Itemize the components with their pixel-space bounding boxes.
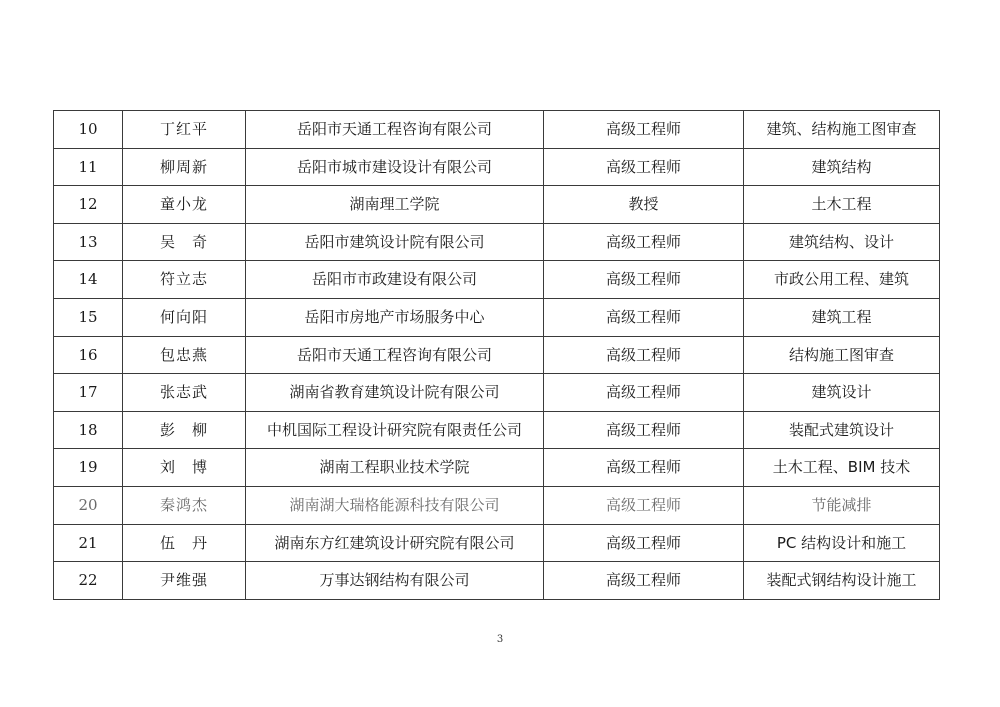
row-number: 19 [54,449,123,487]
table-row [54,261,940,299]
person-name: 刘 博 [123,449,246,487]
specialty-field: 结构施工图审查 [744,336,940,374]
specialty-field: 装配式钢结构设计施工 [744,562,940,600]
professional-title: 高级工程师 [544,374,744,412]
table-row [54,374,940,412]
organization: 岳阳市天通工程咨询有限公司 [246,336,544,374]
person-name: 秦鸿杰 [123,486,246,524]
professional-title: 教授 [544,186,744,224]
organization: 岳阳市建筑设计院有限公司 [246,223,544,261]
specialty-field: 土木工程、BIM 技术 [744,449,940,487]
row-number: 14 [54,261,123,299]
specialty-field: 土木工程 [744,186,940,224]
professional-title: 高级工程师 [544,336,744,374]
professional-title: 高级工程师 [544,449,744,487]
row-number: 12 [54,186,123,224]
table-row [54,562,940,600]
specialty-field: 建筑设计 [744,374,940,412]
person-name: 尹维强 [123,562,246,600]
specialty-field: 建筑工程 [744,298,940,336]
professional-title: 高级工程师 [544,261,744,299]
table-row [54,148,940,186]
table-row [54,524,940,562]
specialty-field: 建筑结构、设计 [744,223,940,261]
table-row [54,186,940,224]
row-number: 20 [54,486,123,524]
table-row [54,336,940,374]
person-name: 伍 丹 [123,524,246,562]
professional-title: 高级工程师 [544,524,744,562]
row-number: 21 [54,524,123,562]
professional-title: 高级工程师 [544,486,744,524]
table-row [54,449,940,487]
table-row [54,223,940,261]
table-row [54,411,940,449]
row-number: 15 [54,298,123,336]
person-name: 柳周新 [123,148,246,186]
expert-table [53,110,940,600]
table-row [54,111,940,149]
organization: 湖南东方红建筑设计研究院有限公司 [246,524,544,562]
person-name: 吴 奇 [123,223,246,261]
row-number: 17 [54,374,123,412]
person-name: 何向阳 [123,298,246,336]
specialty-field: 市政公用工程、建筑 [744,261,940,299]
organization: 湖南湖大瑞格能源科技有限公司 [246,486,544,524]
row-number: 10 [54,111,123,149]
row-number: 13 [54,223,123,261]
page-number: 3 [496,634,504,645]
specialty-field: 建筑、结构施工图审查 [744,111,940,149]
professional-title: 高级工程师 [544,223,744,261]
person-name: 彭 柳 [123,411,246,449]
professional-title: 高级工程师 [544,148,744,186]
organization: 湖南工程职业技术学院 [246,449,544,487]
organization: 岳阳市房地产市场服务中心 [246,298,544,336]
professional-title: 高级工程师 [544,298,744,336]
person-name: 丁红平 [123,111,246,149]
specialty-field: 建筑结构 [744,148,940,186]
specialty-field: 装配式建筑设计 [744,411,940,449]
organization: 岳阳市天通工程咨询有限公司 [246,111,544,149]
professional-title: 高级工程师 [544,562,744,600]
organization: 万事达钢结构有限公司 [246,562,544,600]
professional-title: 高级工程师 [544,411,744,449]
specialty-field: PC 结构设计和施工 [744,524,940,562]
specialty-field: 节能减排 [744,486,940,524]
person-name: 包忠燕 [123,336,246,374]
row-number: 16 [54,336,123,374]
organization: 中机国际工程设计研究院有限责任公司 [246,411,544,449]
person-name: 符立志 [123,261,246,299]
row-number: 18 [54,411,123,449]
organization: 湖南理工学院 [246,186,544,224]
table-row [54,298,940,336]
organization: 岳阳市城市建设设计有限公司 [246,148,544,186]
person-name: 张志武 [123,374,246,412]
row-number: 22 [54,562,123,600]
organization: 岳阳市市政建设有限公司 [246,261,544,299]
professional-title: 高级工程师 [544,111,744,149]
row-number: 11 [54,148,123,186]
organization: 湖南省教育建筑设计院有限公司 [246,374,544,412]
table-row [54,486,940,524]
person-name: 童小龙 [123,186,246,224]
